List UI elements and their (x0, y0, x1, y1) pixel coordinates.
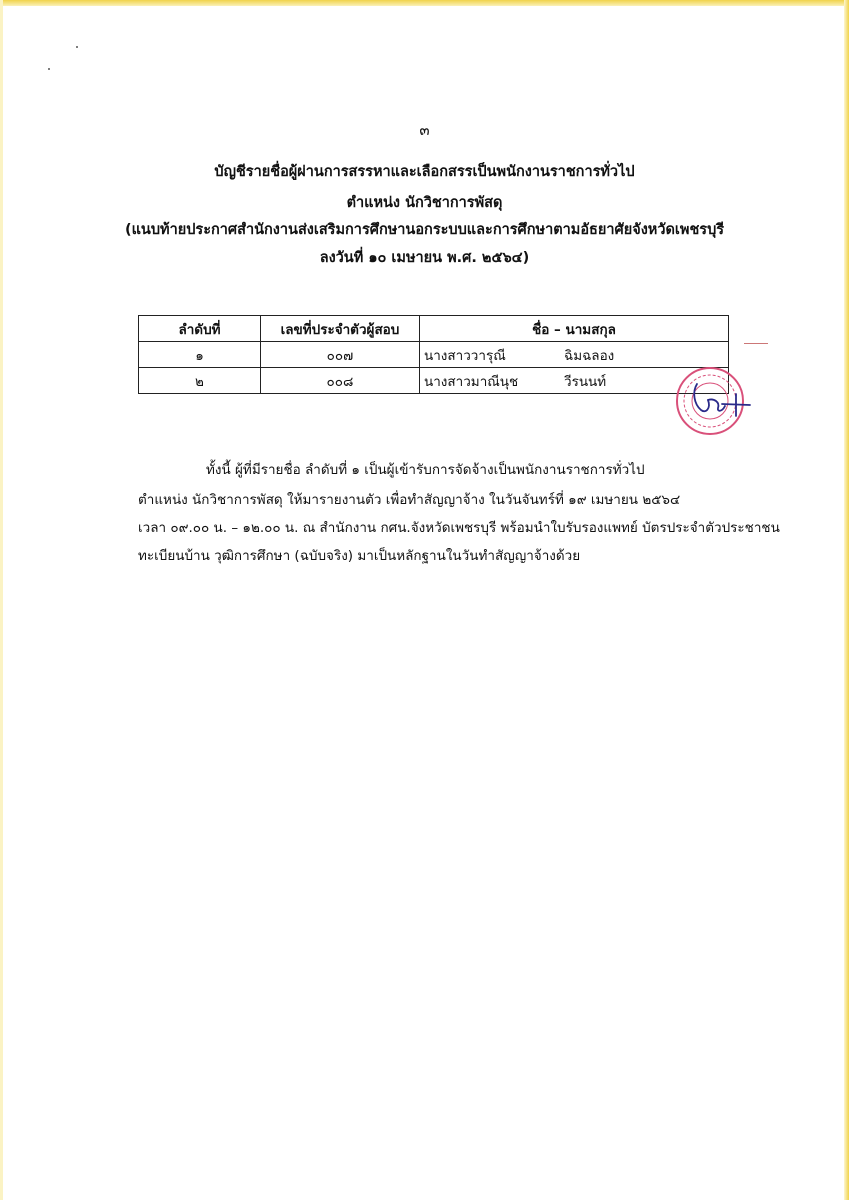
first-name: นางสาววารุณี (424, 347, 506, 364)
cell-order: ๒ (139, 368, 261, 394)
last-name: วีรนนท์ (564, 373, 607, 390)
header-order: ลำดับที่ (139, 316, 261, 342)
notice-line-4: ทะเบียนบ้าน วุฒิการศึกษา (ฉบับจริง) มาเป็นหลักฐานในวันทำสัญญาจ้างด้วย (138, 548, 581, 564)
table-row (139, 368, 729, 394)
page-number: ๓ (419, 121, 430, 139)
scan-edge-top (0, 0, 849, 6)
announcement-date: ลงวันที่ ๑๐ เมษายน พ.ศ. ๒๕๖๔) (319, 250, 530, 266)
notice-line-1: ทั้งนี้ ผู้ที่มีรายชื่อ ลำดับที่ ๑ เป็นผู้เข้ารับการจัดจ้างเป็นพนักงานราชการทั่วไป (206, 462, 645, 478)
stray-mark (744, 343, 768, 344)
notice-line-2: ตำแหน่ง นักวิชาการพัสดุ ให้มารายงานตัว เพื่อทำสัญญาจ้าง ในวันจันทร์ที่ ๑๙ เมษายน ๒๕๖๔ (138, 492, 681, 508)
cell-exam-number: ๐๐๗ (261, 342, 420, 368)
scan-speck (48, 68, 50, 70)
header-full-name: ชื่อ – นามสกุล (420, 316, 729, 342)
header-exam-number: เลขที่ประจำตัวผู้สอบ (261, 316, 420, 342)
first-name: นางสาวมาณีนุช (424, 373, 519, 390)
table-header-row (139, 316, 729, 342)
official-seal-icon (670, 364, 752, 436)
announcement-reference: (แนบท้ายประกาศสำนักงานส่งเสริมการศึกษานอกระบบและการศึกษาตามอัธยาศัยจังหวัดเพชรบุรี (124, 222, 725, 238)
table-row (139, 342, 729, 368)
cell-order: ๑ (139, 342, 261, 368)
cell-exam-number: ๐๐๘ (261, 368, 420, 394)
notice-line-3: เวลา ๐๙.๐๐ น. – ๑๒.๐๐ น. ณ สำนักงาน กศน.จังหวัดเพชรบุรี พร้อมนำใบรับรองแพทย์ บัตรประจำตัวประชาชน (138, 520, 780, 536)
last-name: ฉิมฉลอง (564, 347, 615, 364)
document-title: บัญชีรายชื่อผู้ผ่านการสรรหาและเลือกสรรเป็นพนักงานราชการทั่วไป (214, 164, 635, 180)
position-title: ตำแหน่ง นักวิชาการพัสดุ (346, 195, 503, 211)
candidate-table (138, 315, 729, 394)
scan-speck (76, 46, 78, 48)
